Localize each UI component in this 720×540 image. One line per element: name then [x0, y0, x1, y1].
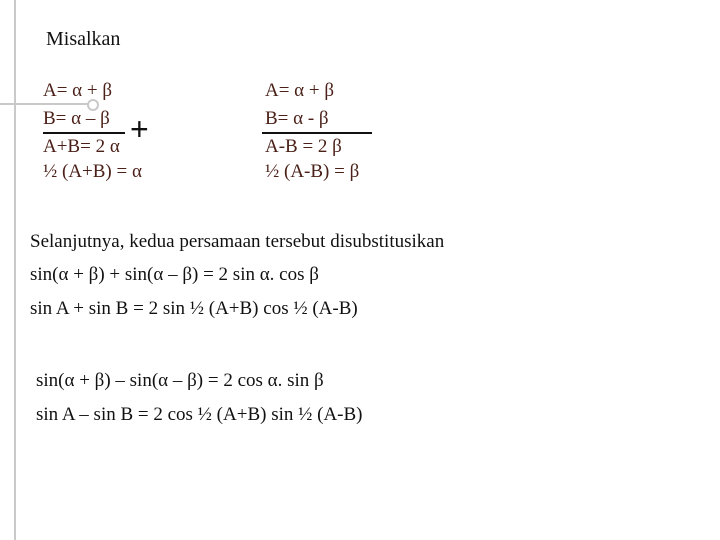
- intro-sentence: Selanjutnya, kedua persamaan tersebut disubstitusikan: [30, 231, 445, 252]
- right-line-3: A-B = 2 β: [265, 136, 342, 157]
- page-title: Misalkan: [46, 28, 121, 50]
- left-plus-operator: +: [130, 111, 149, 147]
- right-line-4: ½ (A-B) = β: [265, 161, 360, 182]
- left-line-1: A= α + β: [43, 80, 113, 101]
- right-line-2: B= α - β: [265, 108, 329, 129]
- left-line-4: ½ (A+B) = α: [43, 161, 142, 182]
- frame-line-horizontal: [0, 103, 92, 105]
- equation-difference-a-b: sin A – sin B = 2 cos ½ (A+B) sin ½ (A-B): [36, 404, 363, 425]
- right-line-1: A= α + β: [265, 80, 335, 101]
- frame-line-vertical: [14, 0, 16, 540]
- left-line-2: B= α – β: [43, 108, 110, 129]
- left-line-3: A+B= 2 α: [43, 136, 120, 157]
- right-difference-rule: [262, 132, 372, 134]
- equation-sum-a-b: sin A + sin B = 2 sin ½ (A+B) cos ½ (A-B): [30, 298, 358, 319]
- equation-difference-alpha-beta: sin(α + β) – sin(α – β) = 2 cos α. sin β: [36, 370, 324, 391]
- equation-sum-alpha-beta: sin(α + β) + sin(α – β) = 2 sin α. cos β: [30, 264, 319, 285]
- left-sum-rule: [43, 132, 125, 134]
